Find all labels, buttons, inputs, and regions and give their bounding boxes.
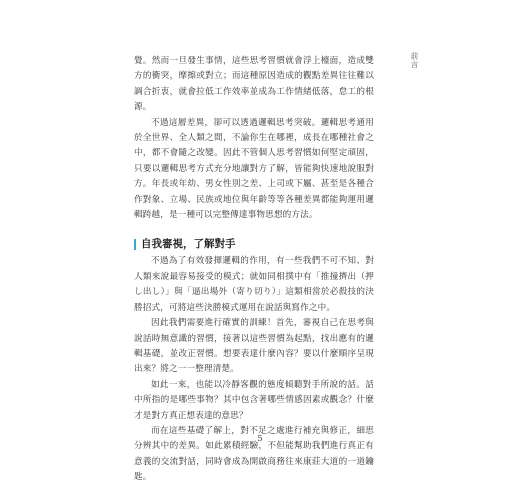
paragraph-5: 如此一來，也能以冷靜客觀的態度傾聽對手所說的話。話中所指的是哪些事物？其中包含著哪些情感因素或觀念？什麼才是對方真正想表達的意思？ bbox=[134, 379, 374, 421]
paragraph-4: 因此我們需要進行確實的訓練！首先，審視自己在思考與說話時無意識的習慣，接著以這些習慣為起點，找出應有的邏輯基礎，並改正習慣。想要表達什麼內容？要以什麼順序呈現出來？將之一一整理清楚。 bbox=[134, 318, 374, 375]
paragraph-3: 不過為了有效發揮邏輯的作用，有一些我們不可不知、對人類來說最容易接受的模式；就如同相撲中有「推撞擠出（押し出し）」與「逼出場外（寄り切り）」這類相當於必殺技的決勝招式，可將這些決勝模式運用在說話與寫作之中。 bbox=[134, 256, 374, 313]
paragraph-1: 覺。然而一旦發生事情，這些思考習慣就會浮上檯面，造成雙方的衝突，摩擦或對立；而這種原因造成的觀點差異往往難以調合折衷，就會拉低工作效率並成為工作情緒低落，怠工的根源。 bbox=[134, 56, 374, 113]
paragraph-6: 而在這些基礎了解上，對不足之處進行補充與修正，細思分辨其中的差異。如此累積經驗，不但能幫助我們進行真正有意義的交流對話，同時會成為開啟商務往來康莊大道的一道鑰匙。 bbox=[134, 425, 374, 483]
chapter-side-label: 前言 bbox=[410, 52, 419, 69]
body-text bbox=[134, 54, 374, 486]
section-heading bbox=[134, 236, 374, 252]
paragraph-2: 不過這層差異，卻可以透過邏輯思考突破。邏輯思考通用於全世界、全人類之間，不論你生在哪裡，成長在哪種社會之中，都不會隨之改變。因此不管個人思考習慣如何堅定頑固，只要以邏輯思考方式充分地讓對方了解，皆能夠快速地說服對方。年長或年幼、男女性別之差、上司或下屬、甚至是各種合作對象、立場、民族或地位與年齡等等各種差異都能夠運用邏輯跨越，是一種可以完整傳達事物思想的方法。 bbox=[134, 117, 374, 221]
section-gap bbox=[134, 223, 374, 236]
page-number: 5 bbox=[257, 434, 263, 444]
section-heading-text: 自我審視，了解對手 bbox=[141, 238, 236, 251]
heading-accent-bar bbox=[134, 239, 136, 250]
